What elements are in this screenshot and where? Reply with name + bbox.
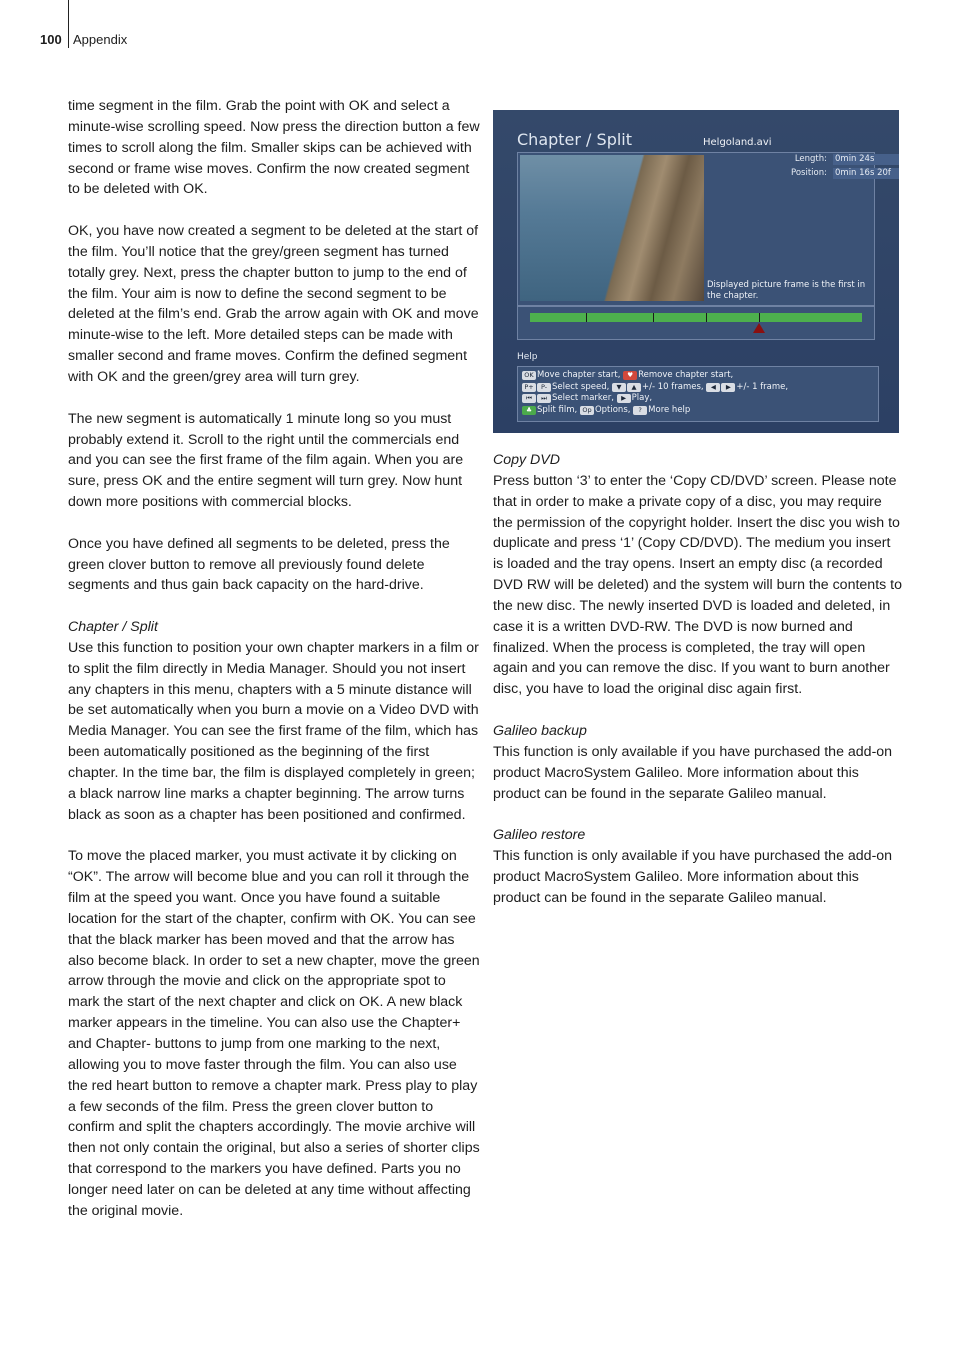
help-line	[522, 393, 652, 404]
section-name: Appendix	[73, 32, 128, 47]
help-line	[522, 405, 690, 416]
help-text: +/- 1 frame,	[736, 381, 789, 392]
paragraph: time segment in the film. Grab the point with OK and select a minute-wise scrolling speed. Now press the direction button a few times to scroll along the film. Smaller skips can be achieved with second or frame wise moves. Confirm the now created segment to be deleted with OK.	[68, 98, 480, 198]
paragraph: OK, you have now created a segment to be deleted at the start of the film. You’ll notice that the grey/green segment has turned totally grey. Next, press the chapter button to jump to the end of the film. Your aim is now to define the second segment to be deleted at the film’s end. Grab the arrow again with OK and move minute-wise to the left. More detailed steps can be made with smaller second and frame moves. Confirm the defined segment with OK and the green/grey area will turn grey.	[68, 223, 479, 385]
help-box	[517, 366, 879, 422]
remote-key-icon: ⏭	[537, 394, 551, 403]
section-heading: Copy DVD	[493, 452, 561, 468]
right-column	[493, 450, 903, 929]
section-heading: Galileo restore	[493, 827, 586, 844]
remote-key-icon: ⏮	[522, 394, 536, 403]
help-text: Move chapter start,	[537, 370, 624, 380]
paragraph: This function is only available if you have purchased the add-on product MacroSystem Galileo. More information about this product can be found in the separate Galileo manual.	[493, 848, 893, 906]
timeline-bar	[530, 313, 862, 322]
help-text: Play,	[631, 393, 653, 403]
length-label: Length:	[794, 154, 827, 164]
remote-key-icon: P-	[537, 383, 551, 392]
help-text: More help	[648, 404, 691, 415]
remote-key-icon: ?	[633, 406, 647, 415]
paragraph: Once you have defined all segments to be deleted, press the green clover button to remove all previously found delete segments and thus gain back capacity on the hard-drive.	[68, 535, 450, 594]
remote-key-icon: ♥	[623, 371, 637, 380]
help-text: Select marker,	[552, 393, 617, 403]
remote-key-icon: ▶	[721, 383, 735, 392]
remote-key-icon: ▼	[612, 383, 626, 392]
paragraph: The new segment is automatically 1 minute long so you must probably extend it. Scroll to the right until the commercials end and you can see the first frame of the film again. When you are sure, press OK and the entire segment will turn grey. Now hunt down more positions with commercial blocks.	[68, 410, 464, 511]
remote-key-icon: ♣	[522, 406, 536, 415]
preview-image	[520, 155, 704, 301]
help-text: +/- 10 frames,	[642, 381, 707, 392]
remote-key-icon: ▶	[617, 394, 631, 403]
page-number: 100	[40, 32, 62, 47]
remote-key-icon: ▲	[627, 383, 641, 392]
help-line	[522, 382, 788, 393]
help-text: Options,	[594, 404, 634, 415]
paragraph: This function is only available if you have purchased the add-on product MacroSystem Galileo. More information about this product can be found in the separate Galileo manual.	[493, 743, 893, 802]
paragraph: To move the placed marker, you must activate it by clicking on “OK”. The arrow will become blue and you can roll it through the film at the speed you want. Once you have found a suitable location for the start of the chapter, confirm with OK. You can see that the black marker has been moved and that the arrow has also become black. In order to set a new chapter, move the green arrow through the movie and click on the appropriate spot to mark the start of the next chapter and click on OK. A new black marker appears in the timeline. You can also use the Chapter+ and Chapter- buttons to jump from one marking to the next, allowing you to move faster through the film. You can also use the red heart button to remove a chapter mark. Press play to play a few seconds of the film. Press the green clover button to confirm and split the chapters accordingly. The movie archive will then not only contain the original, but also a series of shorter clips that correspond to the markers you have defined. Parts you no longer need later on can be deleted at any time without affecting the original movie.	[68, 848, 480, 1219]
position-value: 0min 16s 20f	[833, 168, 899, 179]
section-heading: Galileo backup	[493, 722, 587, 739]
screen-title: Chapter / Split	[517, 130, 633, 149]
position-label: Position:	[791, 168, 827, 178]
help-text: Split film,	[537, 404, 580, 415]
help-label: Help	[517, 352, 538, 362]
section-heading: Chapter / Split	[68, 619, 158, 636]
chapter-split-screenshot	[493, 110, 899, 433]
header-rule	[68, 0, 69, 48]
chapter-arrow-icon[interactable]	[753, 323, 765, 333]
help-line	[522, 370, 733, 381]
timeline	[517, 306, 875, 340]
remote-key-icon: OK	[522, 371, 536, 380]
frame-caption: Displayed picture frame is the first in the chapter.	[707, 280, 866, 301]
length-value: 0min 24s	[833, 154, 899, 165]
file-name: Helgoland.avi	[703, 137, 772, 148]
paragraph: Press button ‘3’ to enter the ‘Copy CD/DVD’ screen. Please note that in order to make a private copy of a disc, you may require the permission of the copyright holder. Insert the disc you wish to duplicate and press ‘1’ (Copy CD/DVD). The medium you insert is loaded and the tray opens. Insert an empty disc (a recorded DVD RW will be deleted) and the system will burn the contents to the new disc. The newly inserted DVD is loaded and deleted, in case it is a written DVD-RW. The DVD is now burned and finalized. When the process is completed, the tray will open again and you can remove the disc. If you want to burn another disc, you have to load the original disc again first.	[493, 472, 902, 698]
left-column	[68, 96, 480, 1242]
chapter-mark	[586, 313, 587, 322]
remote-key-icon: ◀	[706, 383, 720, 392]
chapter-mark	[759, 313, 760, 322]
help-text: Select speed,	[552, 381, 613, 392]
paragraph: Use this function to position your own chapter markers in a film or to split the film directly in Media Manager. Should you not insert any chapters in this menu, chapters with a 5 minute distance will be set automatically when you burn a movie on a Video DVD with Media Manager. You can see the first frame of the film, which has been automatically positioned as the beginning of the first chapter. In the time bar, the film is displayed completely in green; a black narrow line marks a chapter beginning. The arrow turns black as soon as a chapter has been positioned and confirmed.	[68, 639, 479, 823]
remote-key-icon: Op	[580, 406, 594, 415]
remote-key-icon: P+	[522, 383, 536, 392]
chapter-mark	[653, 313, 654, 322]
help-text: Remove chapter start,	[638, 370, 734, 380]
chapter-mark	[706, 313, 707, 322]
